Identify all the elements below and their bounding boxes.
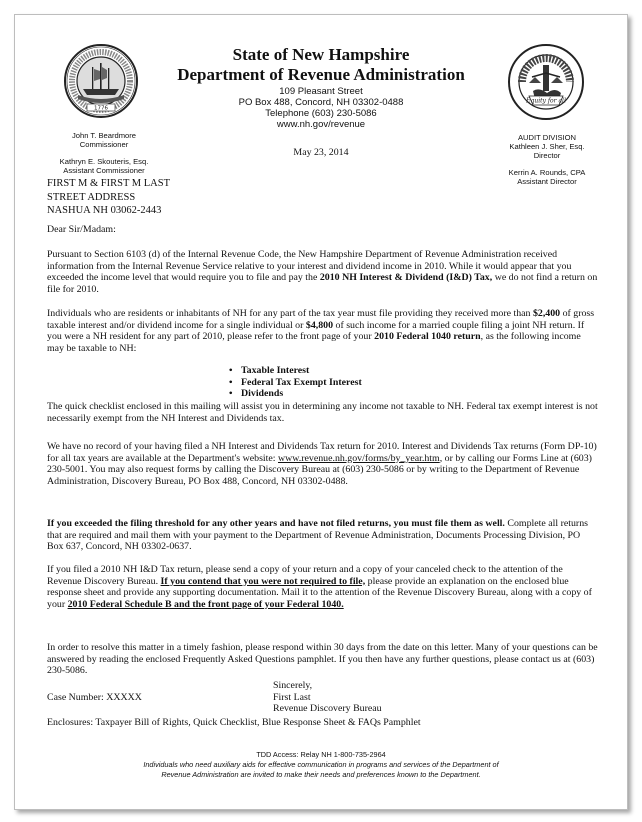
audit-division-label: AUDIT DIVISION [517,133,577,142]
salutation: Dear Sir/Madam: [47,224,116,235]
left-officials [29,131,179,175]
p1-tax-name: 2010 NH Interest & Dividend (I&D) Tax, [319,272,493,284]
paragraph-checklist: The quick checklist enclosed in this mailing will assist you in determining any income not taxable to NH. Federal tax exempt interest is not necessarily exempt from the NH Interest and Dividends tax. [47,401,598,424]
assistant-commissioner-name: Kathryn E. Skouteris, Esq. [59,157,149,166]
header-telephone: Telephone (603) 230-5086 [265,108,377,119]
footer-accessibility-line1: Individuals who need auxiliary aids for effective communication in programs and services of the Department of [143,760,499,769]
p5-text: Complete all returns that are required and mail them with your payment to the Department of Revenue Administration, Documents Processing Division, PO Box 637, Concord, NH 03302-0637. [47,518,588,553]
p6-text-a: If you filed a 2010 NH I&D Tax return, please send a copy of your return and a copy of your canceled check to the attention of the Revenue Discovery Bureau. [47,564,563,587]
p4-text-b: , or by calling our Forms Line at (603) 230-5001. You may also request forms by calling the Discovery Bureau at (603) 230-5086 or by writing to the Department of Revenue Administration, Discovery Bureau, PO Box 488, Concord, NH 03302-0488. [47,452,592,487]
right-officials [477,133,617,186]
seal-year: 1776 [94,105,108,112]
header-title-department: Department of Revenue Administration [177,65,465,84]
p2-text-c: of gross taxable interest and/or dividend income for a single individual or [47,308,595,331]
p2-federal-return: 2010 Federal 1040 return [374,331,481,343]
paragraph-response-instructions [47,564,599,610]
assistant-director-title: Assistant Director [517,177,577,186]
letter-page [14,14,628,810]
assistant-commissioner-title: Assistant Commissioner [63,166,145,175]
p2-threshold-joint: $4,800 [305,319,334,331]
p2-text-a: Individuals who are residents or inhabitants of NH for any part of the tax year must file providing they received more than [47,308,533,319]
p6-text-b: please provide an explanation on the enclosed blue response sheet and provide any supporting documentation. Mail it to the attention of the Revenue Discovery Bureau, along with a copy of your [47,575,592,610]
header-address-street: 109 Pleasant Street [279,86,363,97]
commissioner-title: Commissioner [79,140,129,149]
commissioner-name: John T. Beardmore [71,131,137,140]
letter-date: May 23, 2014 [293,147,349,158]
closing-signer-name: First Last [273,691,311,703]
director-title: Director [533,151,561,160]
seal-banner: Equity for all [526,97,566,105]
closing-block [273,680,382,715]
list-item: • Federal Tax Exempt Interest [241,377,362,389]
closing-bureau: Revenue Discovery Bureau [273,703,382,715]
recipient-city: NASHUA NH 03062-2443 [47,205,162,216]
recipient-address [47,177,170,218]
p2-text-d: of such income for a married couple filing a joint NH return. If you were a NH resident for any part of 2010, please refer to the front page of your [47,319,585,343]
p2-threshold-single: $2,400 [532,308,561,319]
header-address-pobox: PO Box 488, Concord, NH 03302-0488 [238,97,404,108]
p2-text-e: , as the following income may be taxable to NH: [47,331,581,354]
list-item: • Taxable Interest [241,365,362,377]
recipient-street: STREET ADDRESS [47,191,136,203]
list-item: • Dividends [241,388,362,400]
paragraph-no-record [47,441,599,487]
p1-text: Pursuant to Section 6103 (d) of the Internal Revenue Code, the New Hampshire Department of Revenue Administration received information from the Internal Revenue Service relative to your interest and dividend income in 2010. While it would appear that you exceeded the income level that would require you to file and pay the [47,249,572,284]
enclosures-list: Enclosures: Taxpayer Bill of Rights, Quick Checklist, Blue Response Sheet & FAQs Pamphlet [47,717,421,728]
p6-required-documents: 2010 Federal Schedule B and the front page of your Federal 1040. [67,598,344,610]
paragraph-notice [47,249,599,295]
taxable-income-list [241,365,362,400]
paragraph-respond-deadline: In order to resolve this matter in a timely fashion, please respond within 30 days from the date on this letter. Many of your questions can be answered by reading the enclosed Frequently Asked Questions pamphlet. If you then have any further questions, please contact us at (603) 230-5086. [47,642,598,677]
assistant-director-name: Kerrin A. Rounds, CPA [508,168,586,177]
paragraph-other-years [47,518,599,553]
forms-website-link[interactable]: www.revenue.nh.gov/forms/by_year.htm [278,452,440,464]
paragraph-filing-requirement [47,308,599,354]
recipient-name: FIRST M & FIRST M LAST [47,178,171,189]
p4-text-a: We have no record of your having filed a NH Interest and Dividends Tax return for 2010. Interest and Dividends Tax returns (Form DP-10) for all tax years are available at the Department's website: [47,441,597,464]
case-number: Case Number: XXXXX [47,692,142,703]
header-website[interactable]: www.nh.gov/revenue [276,119,366,130]
director-name: Kathleen J. Sher, Esq. [509,142,585,151]
footer-tdd: TDD Access: Relay NH 1-800-735-2964 [256,750,386,759]
p5-bold-notice: If you exceeded the filing threshold for any other years and have not filed returns, you must file them as well. [47,518,505,529]
footer-accessibility-line2: Revenue Administration are invited to make their needs and preferences known to the Department. [161,770,481,779]
header-title-state: State of New Hampshire [232,45,410,64]
closing-sincerely: Sincerely, [273,680,313,691]
p6-contend-notice: If you contend that you were not required to file, [160,575,366,587]
p1-text-end: we do not find a return on file for 2010. [47,272,598,295]
